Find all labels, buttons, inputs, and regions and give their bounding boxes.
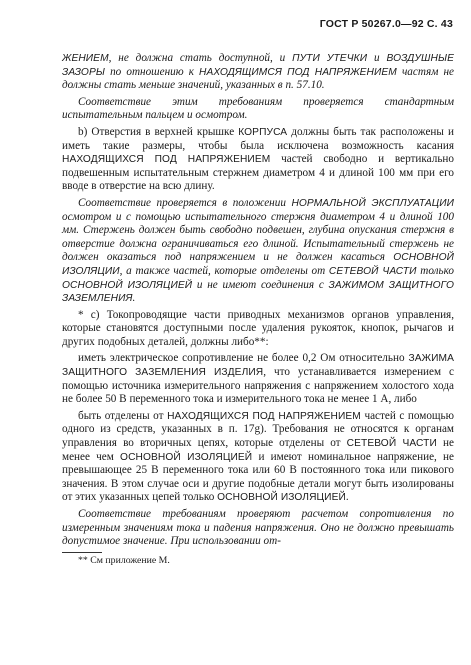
paragraph-1: [62, 52, 454, 93]
text-run: и не имеют соединения с: [192, 278, 329, 291]
defined-term: ОСНОВНОЙ ИЗОЛЯЦИЕЙ: [217, 492, 346, 504]
paragraph-2: Соответствие этим требованиям проверяется стандартным испытательным пальцем и осмотром.: [62, 95, 454, 122]
text-run: только: [416, 264, 455, 277]
page-header: ГОСТ Р 50267.0—92 С. 43: [319, 18, 453, 30]
paragraph-5: * с) Токопроводящие части приводных механизмов органов управления, которые становятся доступными после удаления рукояток, кнопок, рычагов и других подобных деталей, должны либо**:: [62, 308, 454, 348]
text-run: b) Отверстия в верхней крышке: [78, 125, 239, 138]
text-run: частей с помощью одного из средств, указанных в п. 17g). Требования не относятся к органам управления во вторичных цепях, которые отделены от: [62, 409, 455, 450]
text-run: Соответствие проверяется в положении: [78, 196, 292, 209]
text-run: и имеют номинальное напряжение, не превышающее 25 В переменного тока или 60 В постоянного тока или пикового значения. В этом случае оси и другие подобные детали могут быть изолированы от этих указанных цепей только: [62, 450, 454, 504]
text-run: .: [345, 491, 349, 504]
defined-term: ОСНОВНОЙ ИЗОЛЯЦИЕЙ: [120, 451, 253, 463]
defined-term: ВОЗДУШНЫЕ ЗАЗОРЫ: [62, 53, 454, 78]
text-run: по отношению к: [104, 65, 200, 78]
footnote-rule: [62, 552, 102, 553]
text-run: иметь электрическое сопротивление не более 0,2 Ом относительно: [78, 352, 409, 365]
defined-term: НАХОДЯЩИМСЯ ПОД НАПРЯЖЕНИЕМ: [199, 66, 397, 78]
paragraph-4: [62, 197, 454, 306]
text-run: осмотром и с помощью испытательного стержня диаметром 4 и длиной 100 мм. Стержень должен быть свободно подвешен, глубина опускания стержня в отверстие должна ограничиваться его длиной. Испытательный стержень не должен оказаться под напряжением и не должен касаться: [62, 210, 454, 264]
defined-term: ОСНОВНОЙ ИЗОЛЯЦИЕЙ: [62, 279, 193, 291]
defined-term: СЕТЕВОЙ ЧАСТИ: [328, 265, 417, 277]
defined-term: НОРМАЛЬНОЙ ЭКСПЛУАТАЦИИ: [291, 197, 454, 209]
defined-term: ОСНОВНОЙ ИЗОЛЯЦИИ: [62, 252, 454, 277]
text-run: , не должна стать доступной, и: [108, 52, 293, 64]
defined-term: НАХОДЯЩИХСЯ ПОД НАПРЯЖЕНИЕМ: [167, 410, 361, 422]
page-body: [62, 52, 454, 567]
paragraph-3: [62, 126, 454, 194]
text-run: , а также частей, которые отделены от: [119, 264, 329, 277]
paragraph-8: Соответствие требованиям проверяют расчетом сопротивления по измеренным значениям тока и падения напряжения. Оно не должно превышать допустимое значение. При использовании от-: [62, 508, 454, 548]
text-run: и: [367, 52, 387, 64]
text-run: должны быть так расположены и иметь такие размеры, чтобы была исключена возможность касания: [62, 125, 454, 152]
text-run: частей свободно и вертикально подвешенным испытательным стержнем диаметром 4 и длиной 100 мм при его вводе в отверстие на всю длину.: [62, 153, 454, 193]
footnote: ** См приложение М.: [78, 554, 170, 566]
text-run: , что устанавливается измерением с помощью источника измерительного напряжения с напряжением холостого хода не более 50 В переменного тока и измерительного тока не менее 1 А, либо: [62, 366, 454, 406]
paragraph-6: [62, 352, 454, 406]
text-run: не менее чем: [62, 437, 455, 463]
defined-term: ПУТИ УТЕЧКИ: [292, 53, 368, 64]
paragraph-7: [62, 410, 454, 505]
text-run: .: [132, 292, 136, 305]
text-run: частям не должны стать меньше значений, указанных в п. 57.10.: [62, 65, 455, 92]
defined-term: СЕТЕВОЙ ЧАСТИ: [346, 438, 437, 450]
defined-term: ЗАЖИМА ЗАЩИТНОГО ЗАЗЕМЛЕНИЯ ИЗДЕЛИЯ: [62, 353, 454, 379]
defined-term: КОРПУСА: [238, 126, 288, 138]
text-run: быть отделены от: [78, 409, 168, 422]
defined-term: НАХОДЯЩИХСЯ ПОД НАПРЯЖЕНИЕМ: [62, 154, 271, 166]
defined-term: ЖЕНИЕМ: [62, 53, 109, 64]
defined-term: ЗАЖИМОМ ЗАЩИТНОГО ЗАЗЕМЛЕНИЯ: [62, 279, 454, 305]
